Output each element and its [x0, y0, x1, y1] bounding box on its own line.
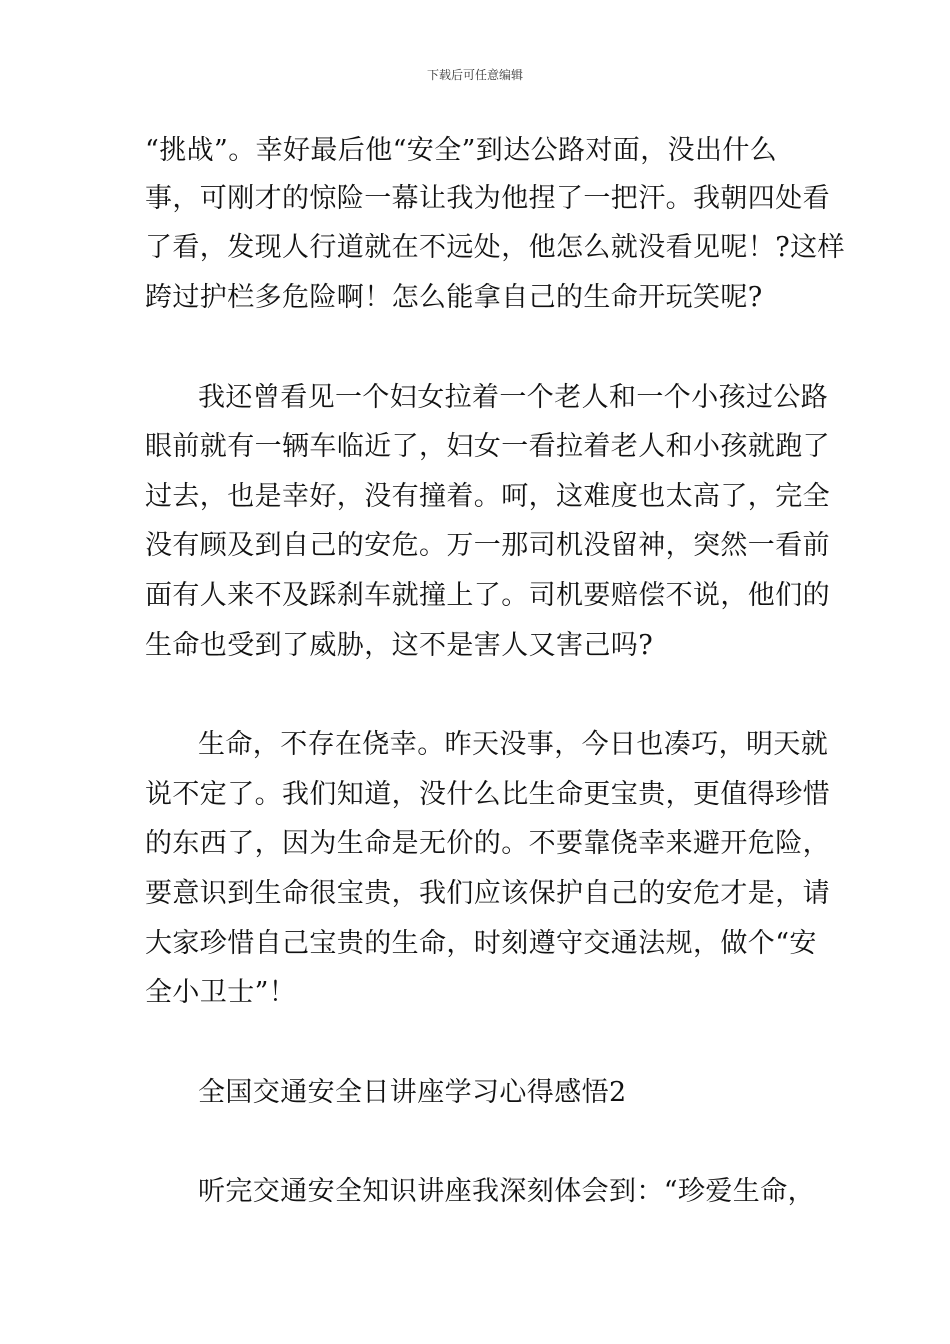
text-line: “挑战”。幸好最后他“安全”到达公路对面，没出什么 — [145, 135, 778, 166]
text-line: 我还曾看见一个妇女拉着一个老人和一个小孩过公路 — [198, 382, 829, 413]
section-heading: 全国交通安全日讲座学习心得感悟2 — [198, 1077, 627, 1108]
text-line: 说不定了。我们知道，没什么比生命更宝贵，更值得珍惜 — [145, 779, 830, 810]
text-line: 听完交通安全知识讲座我深刻体会到：“珍爱生命， — [198, 1176, 816, 1207]
text-line: 跨过护栏多危险啊！怎么能拿自己的生命开玩笑呢? — [145, 282, 763, 313]
text-line: 事，可刚才的惊险一幕让我为他捏了一把汗。我朝四处看 — [145, 183, 830, 214]
text-line: 生命也受到了威胁，这不是害人又害己吗? — [145, 630, 654, 661]
text-line: 生命，不存在侥幸。昨天没事，今日也凑巧，明天就 — [198, 729, 829, 760]
text-line: 眼前就有一辆车临近了，妇女一看拉着老人和小孩就跑了 — [145, 431, 830, 462]
text-line: 要意识到生命很宝贵，我们应该保护自己的安危才是，请 — [145, 878, 830, 909]
text-line: 的东西了，因为生命是无价的。不要靠侥幸来避开危险， — [145, 828, 830, 859]
text-line: 全小卫士”！ — [145, 977, 297, 1008]
text-line: 大家珍惜自己宝贵的生命，时刻遵守交通法规，做个“安 — [145, 928, 817, 959]
text-line: 面有人来不及踩刹车就撞上了。司机要赔偿不说，他们的 — [145, 580, 830, 611]
text-line: 过去，也是幸好，没有撞着。呵，这难度也太高了，完全 — [145, 481, 830, 512]
text-line: 没有顾及到自己的安危。万一那司机没留神，突然一看前 — [145, 530, 830, 561]
page-header: 下载后可任意编辑 — [426, 68, 523, 82]
text-line: 了看，发现人行道就在不远处，他怎么就没看见呢！?这样 — [145, 232, 845, 263]
